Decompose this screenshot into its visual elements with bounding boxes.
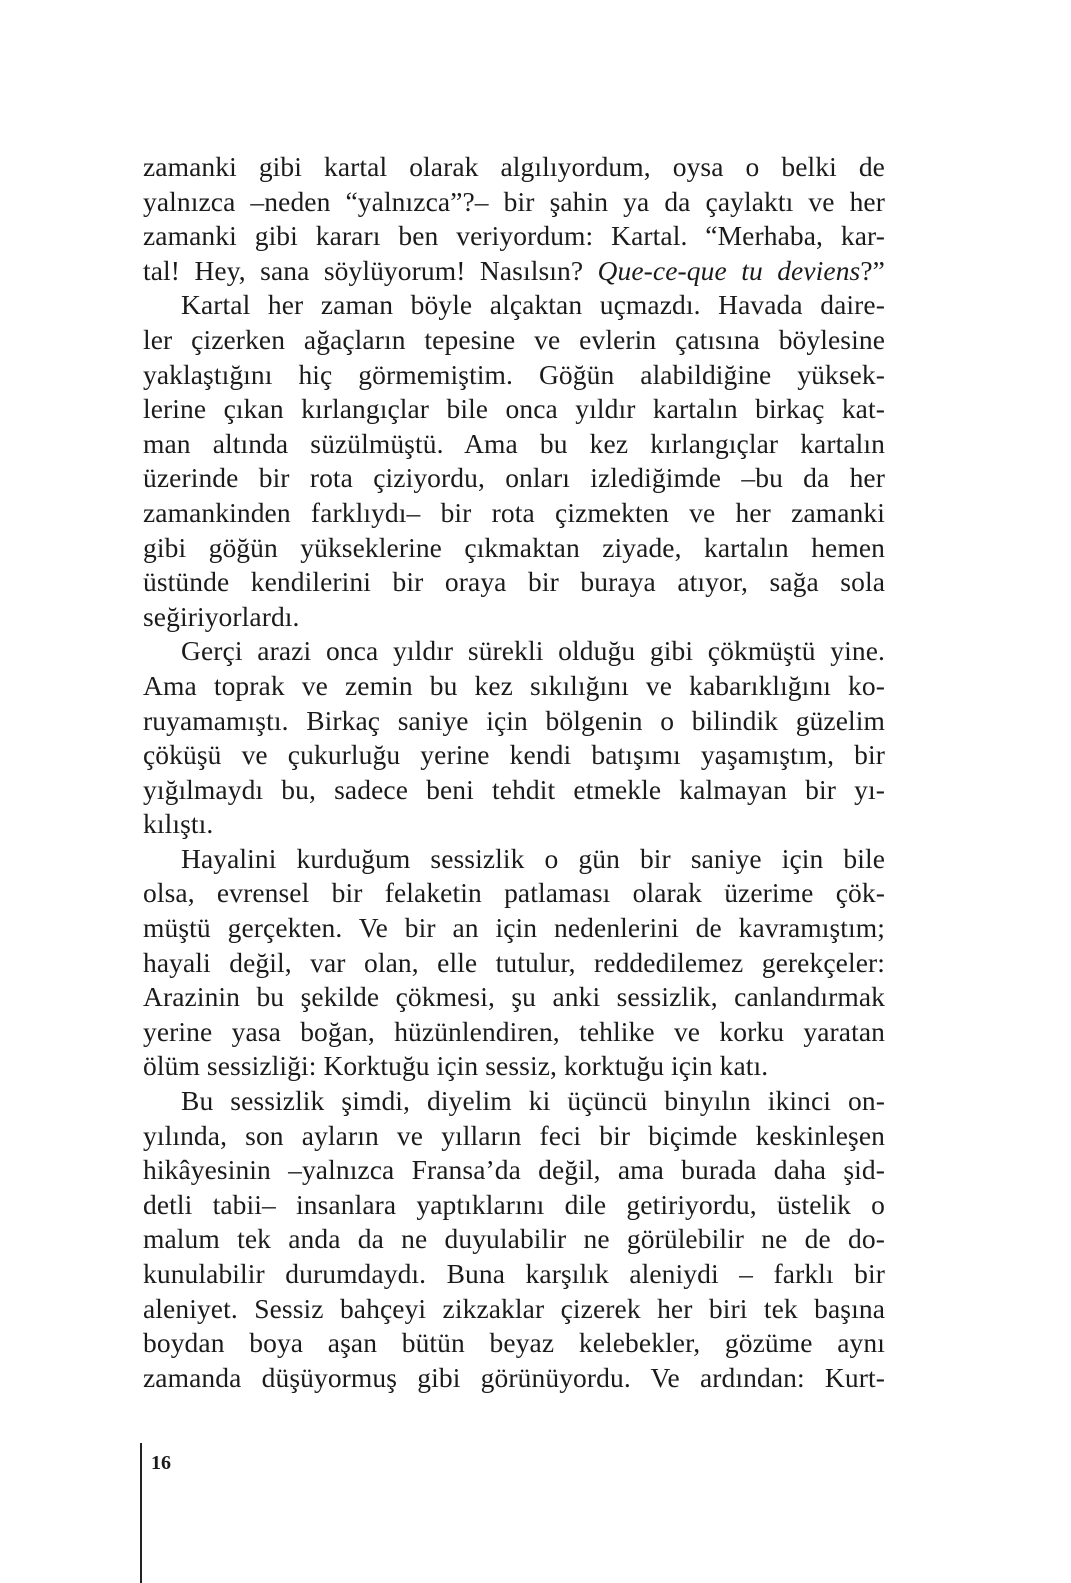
- text-line-content: malum tek anda da ne duyulabilir ne görülebilir ne de do-: [143, 1223, 885, 1255]
- page-number: 16: [151, 1452, 171, 1474]
- text-line-content: Bu sessizlik şimdi, diyelim ki üçüncü binyılın ikinci on-: [181, 1085, 885, 1117]
- text-line-content: aleniyet. Sessiz bahçeyi zikzaklar çizerek her biri tek başına: [143, 1292, 885, 1324]
- text-line: [143, 496, 885, 531]
- text-line-content: Kartal her zaman böyle alçaktan uçmazdı. Havada daire-: [181, 289, 885, 321]
- text-line-content: müştü gerçekten. Ve bir an için nedenlerini de kavramıştım;: [143, 912, 885, 944]
- text-line-content: üstünde kendilerini bir oraya bir buraya atıyor, sağa sola: [143, 566, 885, 598]
- text-line-content: ruyamamıştı. Birkaç saniye için bölgenin o bilindik güzelim: [143, 704, 885, 736]
- text-line: [143, 1015, 885, 1050]
- text-line-content: hikâyesinin –yalnızca Fransa’da değil, ama burada daha şid-: [143, 1154, 885, 1186]
- text-line: [143, 323, 885, 358]
- text-line-content: man altında süzülmüştü. Ama bu kez kırlangıçlar kartalın: [143, 427, 885, 459]
- text-line: [143, 392, 885, 427]
- footer-rule: [140, 1443, 142, 1583]
- text-line: [143, 1292, 885, 1327]
- text-line: [143, 1361, 885, 1396]
- text-line: [143, 980, 885, 1015]
- text-line-content: kunulabilir durumdaydı. Buna karşılık aleniydi – farklı bir: [143, 1258, 885, 1289]
- text-line: [143, 634, 885, 669]
- text-line: [143, 738, 885, 773]
- text-line-content: üzerinde bir rota çiziyordu, onları izlediğimde –bu da her: [143, 462, 885, 494]
- text-line-content: gibi göğün yükseklerine çıkmaktan ziyade, kartalın hemen: [143, 531, 885, 563]
- text-line-content: Gerçi arazi onca yıldır sürekli olduğu gibi çökmüştü yine.: [181, 635, 885, 667]
- text-line-content: çöküşü ve çukurluğu yerine kendi batışımı yaşamıştım, bir: [143, 739, 885, 771]
- text-line: [143, 1222, 885, 1257]
- text-line: [143, 461, 885, 496]
- text-line-content: yığılmaydı bu, sadece beni tehdit etmekle kalmayan bir yı-: [143, 773, 885, 805]
- text-line: [143, 669, 885, 704]
- text-line: [143, 1153, 885, 1188]
- text-line-content: boydan boya aşan bütün beyaz kelebekler, gözüme aynı: [143, 1327, 885, 1359]
- text-line: [143, 807, 885, 842]
- text-line: [143, 946, 885, 981]
- text-line: [143, 1326, 885, 1361]
- text-line: [143, 1188, 885, 1223]
- text-line: [143, 704, 885, 739]
- text-line: [143, 773, 885, 808]
- text-line-content: Ama toprak ve zemin bu kez sıkılığını ve kabarıklığını ko-: [143, 669, 885, 701]
- text-line: [143, 600, 885, 635]
- text-line-content: hayali değil, var olan, elle tutulur, reddedilemez gerekçeler:: [143, 946, 885, 978]
- text-line-content: ölüm sessizliği: Korktuğu için sessiz, korktuğu için katı.: [143, 1050, 769, 1082]
- body-text: [143, 150, 885, 1395]
- text-line: [143, 288, 885, 323]
- text-line-content: zamanda düşüyormuş gibi görünüyordu. Ve ardından: Kurt-: [143, 1361, 885, 1393]
- text-line-content: olsa, evrensel bir felaketin patlaması olarak üzerime çök-: [143, 877, 885, 909]
- text-line: [143, 150, 885, 185]
- text-line-content: Arazinin bu şekilde çökmesi, şu anki sessizlik, canlandırmak: [143, 981, 885, 1013]
- text-line: [143, 876, 885, 911]
- text-line-content: kılıştı.: [143, 808, 214, 840]
- text-line-suffix: ?”: [860, 254, 885, 286]
- text-line-content: zamankinden farklıydı– bir rota çizmekten ve her zamanki: [143, 496, 885, 528]
- text-line: [143, 1084, 885, 1119]
- text-line: [143, 185, 885, 220]
- italic-phrase: Que-ce-que tu deviens: [597, 254, 861, 286]
- text-line: [143, 358, 885, 393]
- text-line-content: yaklaştığını hiç görmemiştim. Göğün alabildiğine yüksek-: [143, 358, 885, 390]
- text-line-content: zamanki gibi kartal olarak algılıyordum, oysa o belki de: [143, 151, 885, 182]
- text-line: [143, 1257, 885, 1292]
- text-line: [143, 842, 885, 877]
- text-line-content: zamanki gibi kararı ben veriyordum: Kartal. “Merhaba, kar-: [143, 220, 885, 252]
- text-line: [143, 531, 885, 566]
- text-line-content: yılında, son ayların ve yılların feci bir biçimde keskinleşen: [143, 1119, 885, 1151]
- text-line-content: tal! Hey, sana söylüyorum! Nasılsın?: [143, 254, 598, 286]
- text-line: [143, 565, 885, 600]
- text-line: [143, 427, 885, 462]
- text-line: [143, 254, 885, 289]
- text-line-content: detli tabii– insanlara yaptıklarını dile getiriyordu, üstelik o: [143, 1188, 885, 1220]
- text-line-content: ler çizerken ağaçların tepesine ve evlerin çatısına böylesine: [143, 323, 885, 355]
- text-line: [143, 1049, 885, 1084]
- text-line-content: yerine yasa boğan, hüzünlendiren, tehlike ve korku yaratan: [143, 1015, 885, 1047]
- text-line-content: lerine çıkan kırlangıçlar bile onca yıldır kartalın birkaç kat-: [143, 393, 885, 425]
- text-line: [143, 219, 885, 254]
- text-line-content: Hayalini kurduğum sessizlik o gün bir saniye için bile: [181, 842, 885, 874]
- text-line: [143, 911, 885, 946]
- text-line: [143, 1119, 885, 1154]
- text-line-content: yalnızca –neden “yalnızca”?– bir şahin ya da çaylaktı ve her: [143, 185, 885, 217]
- text-line-content: seğiriyorlardı.: [143, 600, 300, 632]
